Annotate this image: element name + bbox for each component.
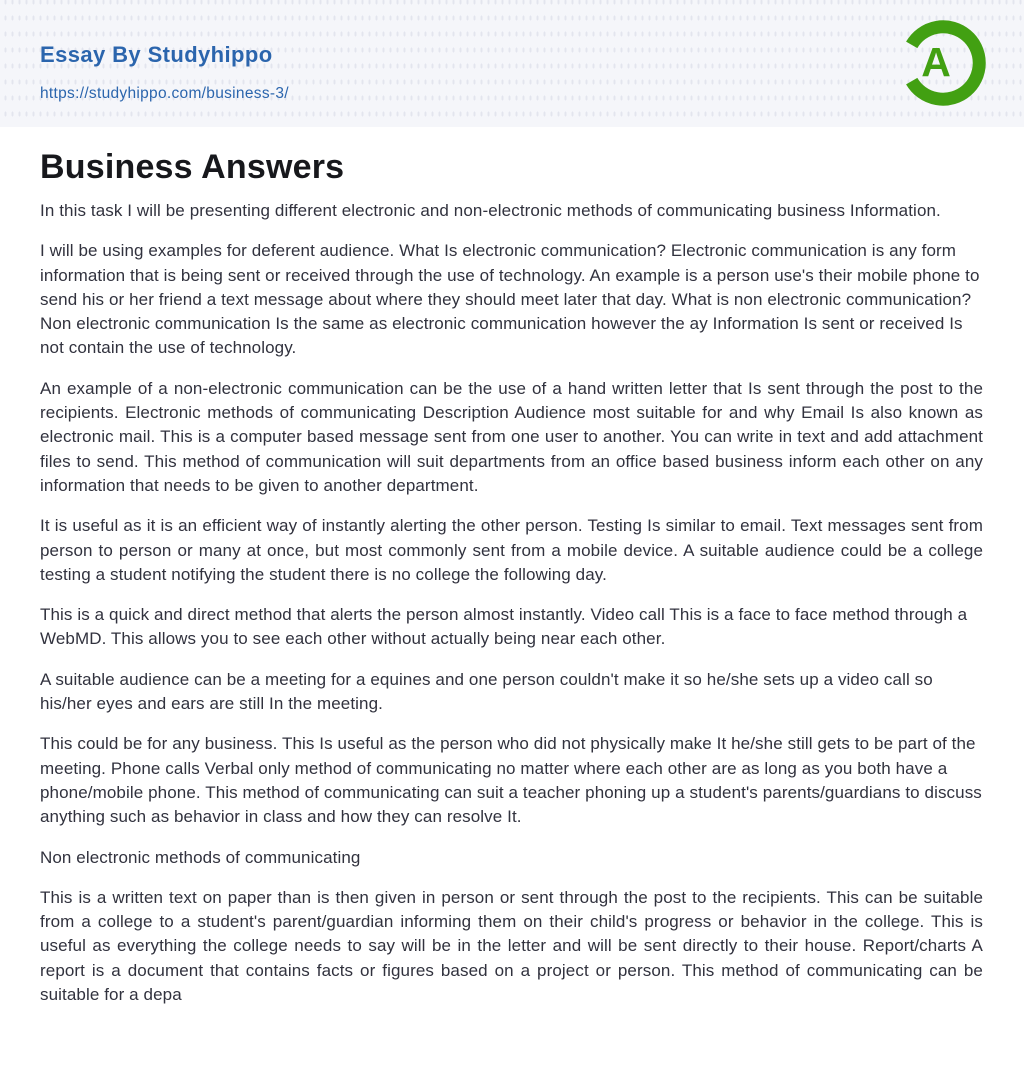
section-heading: Non electronic methods of communicating <box>40 847 361 867</box>
studyhippo-logo-icon <box>900 20 986 106</box>
paragraph: This could be for any business. This Is useful as the person who did not physically make It he/she still gets to be part of the meeting. Phone calls Verbal only method of communicating no matter where each other are as long as you both have a phone/mobile phone. This method of communicating can suit a teacher phoning up a student's parents/guardians to discuss anything such as behavior in class and how they can resolve It. <box>40 734 982 827</box>
paragraph: In this task I will be presenting different electronic and non-electronic methods of communicating business Information. <box>40 201 941 220</box>
paragraph: This is a quick and direct method that alerts the person almost instantly. Video call This is a face to face method through a WebMD. This allows you to see each other without actually being near each other. <box>40 605 968 649</box>
paragraph: It is useful as it is an efficient way of instantly alerting the other person. Testing Is similar to email. Text messages sent from person to person or many at once, but most commonly sent from a mobile device. A suitable audience could be a college testing a student notifying the student there is no college the following day. <box>40 516 983 584</box>
paragraph: A suitable audience can be a meeting for a equines and one person couldn't make it so he/she sets up a video call so his/her eyes and ears are still In the meeting. <box>40 669 933 714</box>
paragraph: This is a written text on paper than is then given in person or sent through the post to the recipients. This can be suitable from a college to a student's parent/guardian informing them on their child's progress or behavior in the college. This is useful as everything the college needs to say will be in the letter and will be sent directly to their house. Report/charts A report is a document that contains facts or figures based on a project or person. This method of communicating can be suitable for a depa <box>40 887 983 1005</box>
header-text-block <box>40 42 289 103</box>
header <box>0 0 1024 127</box>
paragraph: I will be using examples for deferent audience. What Is electronic communication? Electronic communication is any form information that is being sent or received through the use of technology. An example is a person use's their mobile phone to send his or her friend a text message about where they should meet later that day. What is non electronic communication? Non electronic communication Is the same as electronic communication however the ay Information Is sent or received Is not contain the use of technology. <box>40 241 980 358</box>
site-name: Essay By Studyhippo <box>40 42 273 67</box>
paragraph: An example of a non-electronic communication can be the use of a hand written letter that Is sent through the post to the recipients. Electronic methods of communicating Description Audience most suitable for and why Email Is also known as electronic mail. This is a computer based message sent from one user to another. You can write in text and add attachment files to send. This method of communication will suit departments from an office based business inform each other on any information that needs to be given to another department. <box>40 378 983 495</box>
page-url-link[interactable]: https://studyhippo.com/business-3/ <box>40 85 289 102</box>
essay-content <box>0 127 1024 1007</box>
essay-title: Business Answers <box>40 148 345 186</box>
logo-letter: A <box>921 38 951 85</box>
